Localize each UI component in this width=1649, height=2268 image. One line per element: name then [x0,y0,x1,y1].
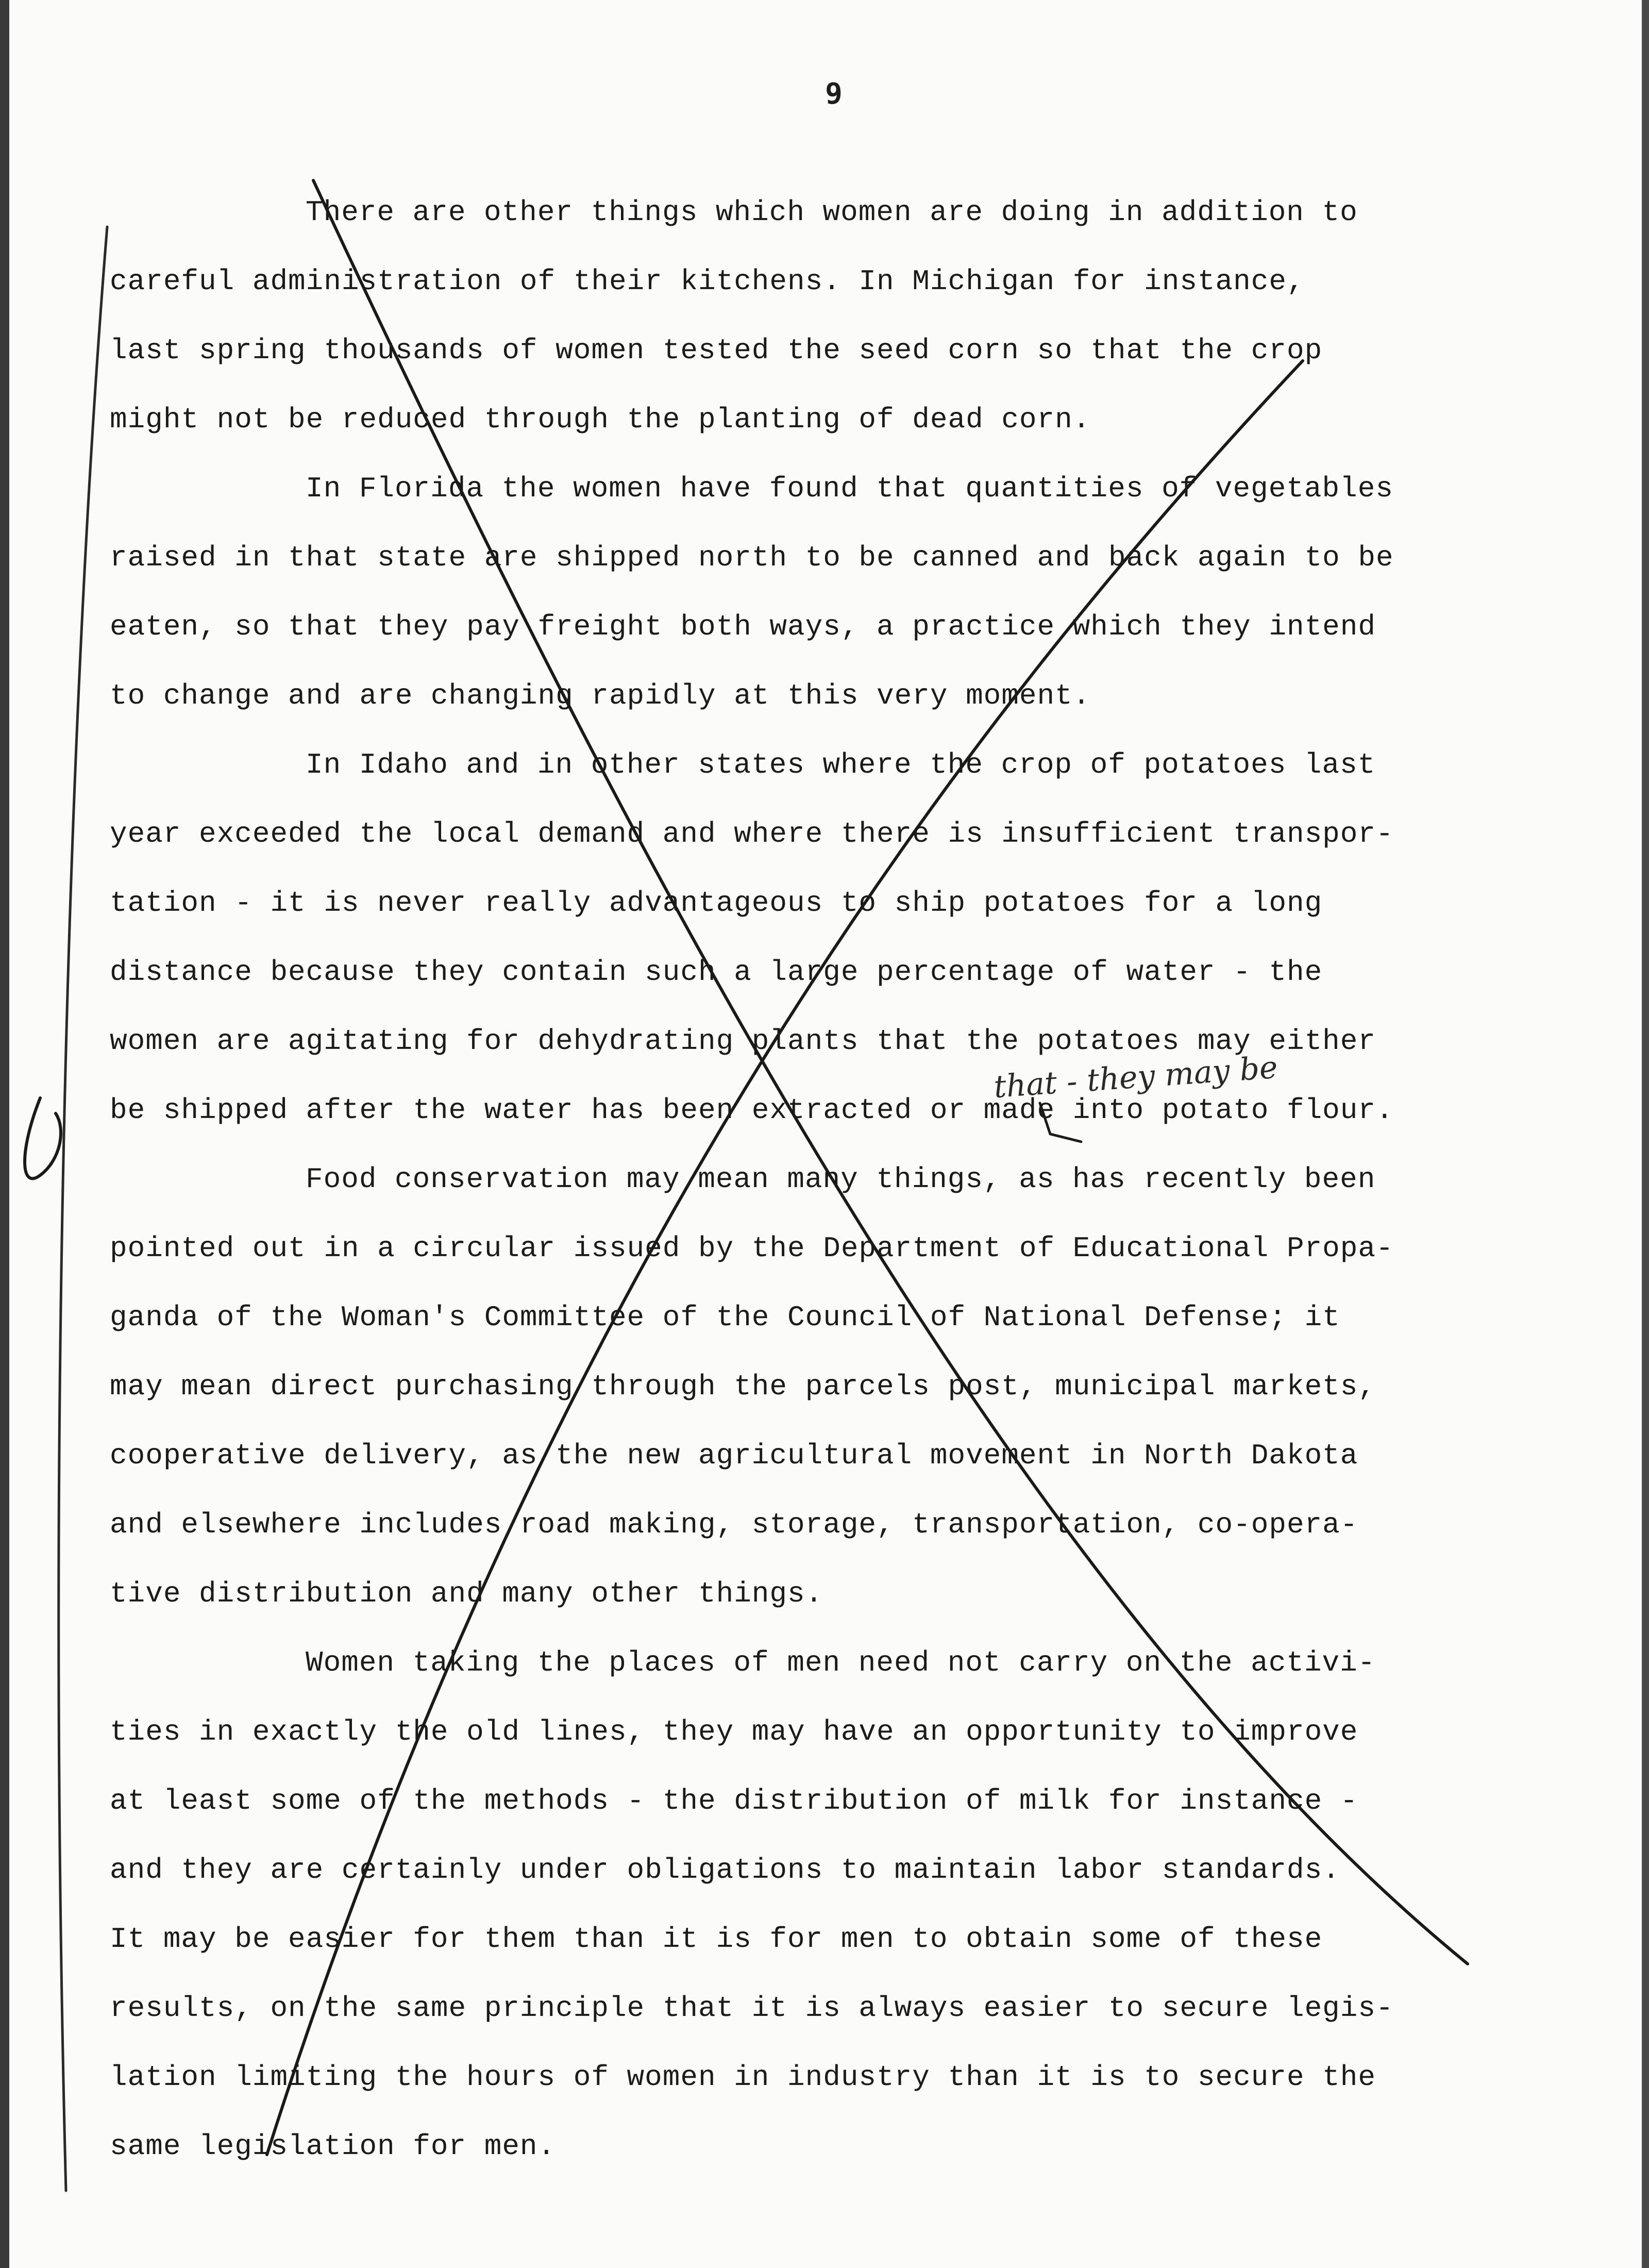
text-line: Food conservation may mean many things, as has recently been [306,1163,1376,1196]
text-line: It may be easier for them than it is for men to obtain some of these [110,1923,1323,1956]
text-line: women are agitating for dehydrating plants that the potatoes may either [110,1025,1376,1058]
text-line: tation - it is never really advantageous to ship potatoes for a long [110,887,1323,920]
text-line: There are other things which women are doing in addition to [306,196,1358,229]
text-line: eaten, so that they pay freight both ways, a practice which they intend [110,610,1376,643]
text-line: pointed out in a circular issued by the Department of Educational Propa- [110,1232,1394,1265]
handwritten-insertion: that - they may be [992,1049,1279,1106]
text-line: to change and are changing rapidly at this very moment. [110,679,1091,712]
text-line: careful administration of their kitchens. In Michigan for instance, [110,265,1305,298]
margin-check-mark [25,1098,61,1178]
text-line: might not be reduced through the planting of dead corn. [110,403,1091,436]
text-line: last spring thousands of women tested the seed corn so that the crop [110,334,1323,367]
text-line: raised in that state are shipped north to be canned and back again to be [110,541,1394,574]
page-number: 9 [825,77,843,111]
text-line: In Idaho and in other states where the crop of potatoes last [306,748,1376,781]
typescript-body [110,178,1547,2181]
text-line: ganda of the Woman's Committee of the Council of National Defense; it [110,1301,1340,1334]
text-line: In Florida the women have found that quantities of vegetables [306,472,1393,505]
text-line: ties in exactly the old lines, they may have an opportunity to improve [110,1715,1358,1748]
text-line: Women taking the places of men need not carry on the activi- [306,1646,1376,1679]
text-line: may mean direct purchasing through the parcels post, municipal markets, [110,1370,1376,1403]
text-line: tive distribution and many other things. [110,1577,823,1610]
text-line: be shipped after the water has been extracted or made into potato flour. [110,1094,1394,1127]
text-line: and elsewhere includes road making, storage, transportation, co-opera- [110,1508,1358,1541]
text-line: same legislation for men. [110,2130,556,2163]
text-line: and they are certainly under obligations to maintain labor standards. [110,1854,1340,1887]
text-line: year exceeded the local demand and where there is insufficient transpor- [110,818,1394,851]
text-line: cooperative delivery, as the new agricultural movement in North Dakota [110,1439,1358,1472]
text-line: distance because they contain such a large percentage of water - the [110,956,1323,989]
margin-bracket-mark [59,227,107,2191]
text-line: at least some of the methods - the distribution of milk for instance - [110,1785,1358,1817]
text-line: lation limiting the hours of women in industry than it is to secure the [110,2061,1376,2094]
text-line: results, on the same principle that it is always easier to secure legis- [110,1992,1394,2025]
